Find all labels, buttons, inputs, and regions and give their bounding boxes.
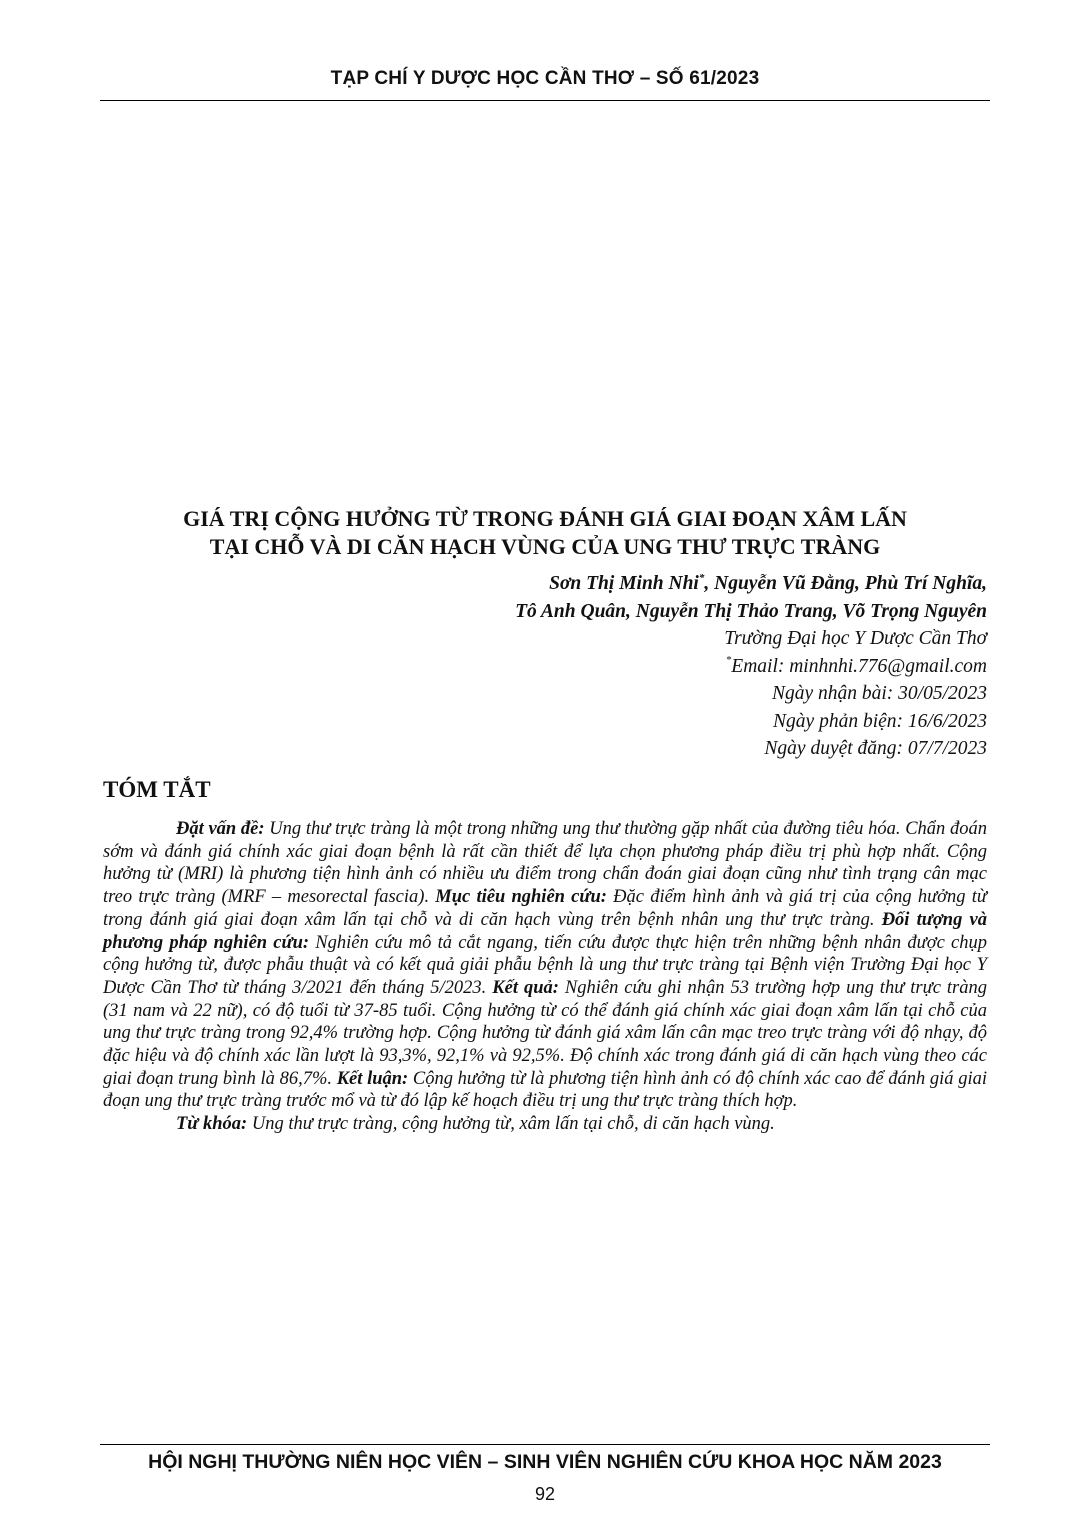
conference-footer: HỘI NGHỊ THƯỜNG NIÊN HỌC VIÊN – SINH VIÊN NGHIÊN CỨU KHOA HỌC NĂM 2023 [148,1451,942,1473]
title-line-1: GIÁ TRỊ CỘNG HƯỞNG TỪ TRONG ĐÁNH GIÁ GIAI ĐOẠN XÂM LẤN [183,506,907,531]
journal-header: TẠP CHÍ Y DƯỢC HỌC CẦN THƠ – SỐ 61/2023 [330,68,760,89]
page-number: 92 [534,1484,556,1504]
accepted-date: Ngày duyệt đăng: 07/7/2023 [764,738,987,759]
received-date: Ngày nhận bài: 30/05/2023 [771,683,987,704]
reviewed-date: Ngày phản biện: 16/6/2023 [773,710,987,732]
objective-text: Đặc điểm hình ảnh và giá trị của cộng hưởng từ trong đánh giá giai đoạn xâm lấn tại chỗ và di căn hạch vùng trên bệnh nhân ung thư trực tràng. [103,887,987,930]
co-authors-1: , Nguyễn Vũ Đằng, Phù Trí Nghĩa, [704,573,987,594]
corresponding-mark: * [698,571,705,584]
abstract-body [103,818,987,1136]
affiliation: Trường Đại học Y Dược Cần Thơ [724,628,987,649]
background-text: Ung thư trực tràng là một trong những ung thư thường gặp nhất của đường tiêu hóa. Chẩn đoán sớm và đánh giá chính xác giai đoạn bệnh là rất cần thiết để lựa chọn phương pháp điều trị phù hợp nhất. Cộng hưởng từ (MRI) là phương tiện hình ảnh có nhiều ưu điểm trong chẩn đoán giai đoạn cũng như tình trạng cân mạc treo trực tràng (MRF – mesorectal fascia). [103,819,988,908]
results-text: Nghiên cứu ghi nhận 53 trường hợp ung thư trực tràng (31 nam và 22 nữ), có độ tuổi từ 37-85 tuổi. Cộng hưởng từ có thể đánh giá chính xác giai đoạn xâm lấn tại chỗ của ung thư trực tràng trong 92,4% trường hợp. Cộng hưởng từ đánh giá xâm lấn cân mạc treo trực tràng với độ nhạy, độ đặc hiệu và độ chính xác lần lượt là 93,3%, 92,1% và 92,5%. Độ chính xác trong đánh giá di căn hạch vùng theo các giai đoạn trung bình là 86,7%. [103,977,987,1089]
keywords-text: Ung thư trực tràng, cộng hưởng từ, xâm lấn tại chỗ, di căn hạch vùng. [247,1114,775,1135]
title-line-2: TẠI CHỖ VÀ DI CĂN HẠCH VÙNG CỦA UNG THƯ TRỰC TRÀNG [209,534,881,559]
abstract-heading: TÓM TẮT [103,777,211,802]
background-label: Đặt vấn đề: [176,819,265,839]
conclusion-text: Cộng hưởng từ là phương tiện hình ảnh có độ chính xác cao để đánh giá giai đoạn ung thư trực tràng trước mổ và từ đó lập kế hoạch điều trị ung thư trực tràng thích hợp. [103,1068,988,1112]
authors-line-1 [187,570,987,598]
methods-label: Đối tượng và phương pháp nghiên cứu: [103,909,988,953]
keywords-label: Từ khóa: [176,1114,248,1135]
email[interactable]: Email: minhnhi.776@gmail.com [731,655,987,677]
first-author: Sơn Thị Minh Nhi [549,573,699,594]
results-label: Kết quả: [492,977,559,998]
objective-label: Mục tiêu nghiên cứu: [435,887,607,908]
article-meta [187,570,987,763]
article-title [100,505,990,561]
email-line [187,653,987,681]
abstract-paragraph [103,818,987,1113]
email-mark: * [725,654,732,666]
authors-line-2: Tô Anh Quân, Nguyễn Thị Thảo Trang, Võ Trọng Nguyên [515,600,987,622]
conclusion-label: Kết luận: [336,1068,409,1089]
footer-divider [100,1444,990,1445]
header-divider [100,100,990,101]
keywords-paragraph [103,1113,987,1136]
methods-text: Nghiên cứu mô tả cắt ngang, tiến cứu được thực hiện trên những bệnh nhân được chụp cộng hưởng từ, được phẫu thuật và có kết quả giải phẫu bệnh là ung thư trực tràng tại Bệnh viện Trường Đại học Y Dược Cần Thơ từ tháng 3/2021 đến tháng 5/2023. [103,932,987,998]
